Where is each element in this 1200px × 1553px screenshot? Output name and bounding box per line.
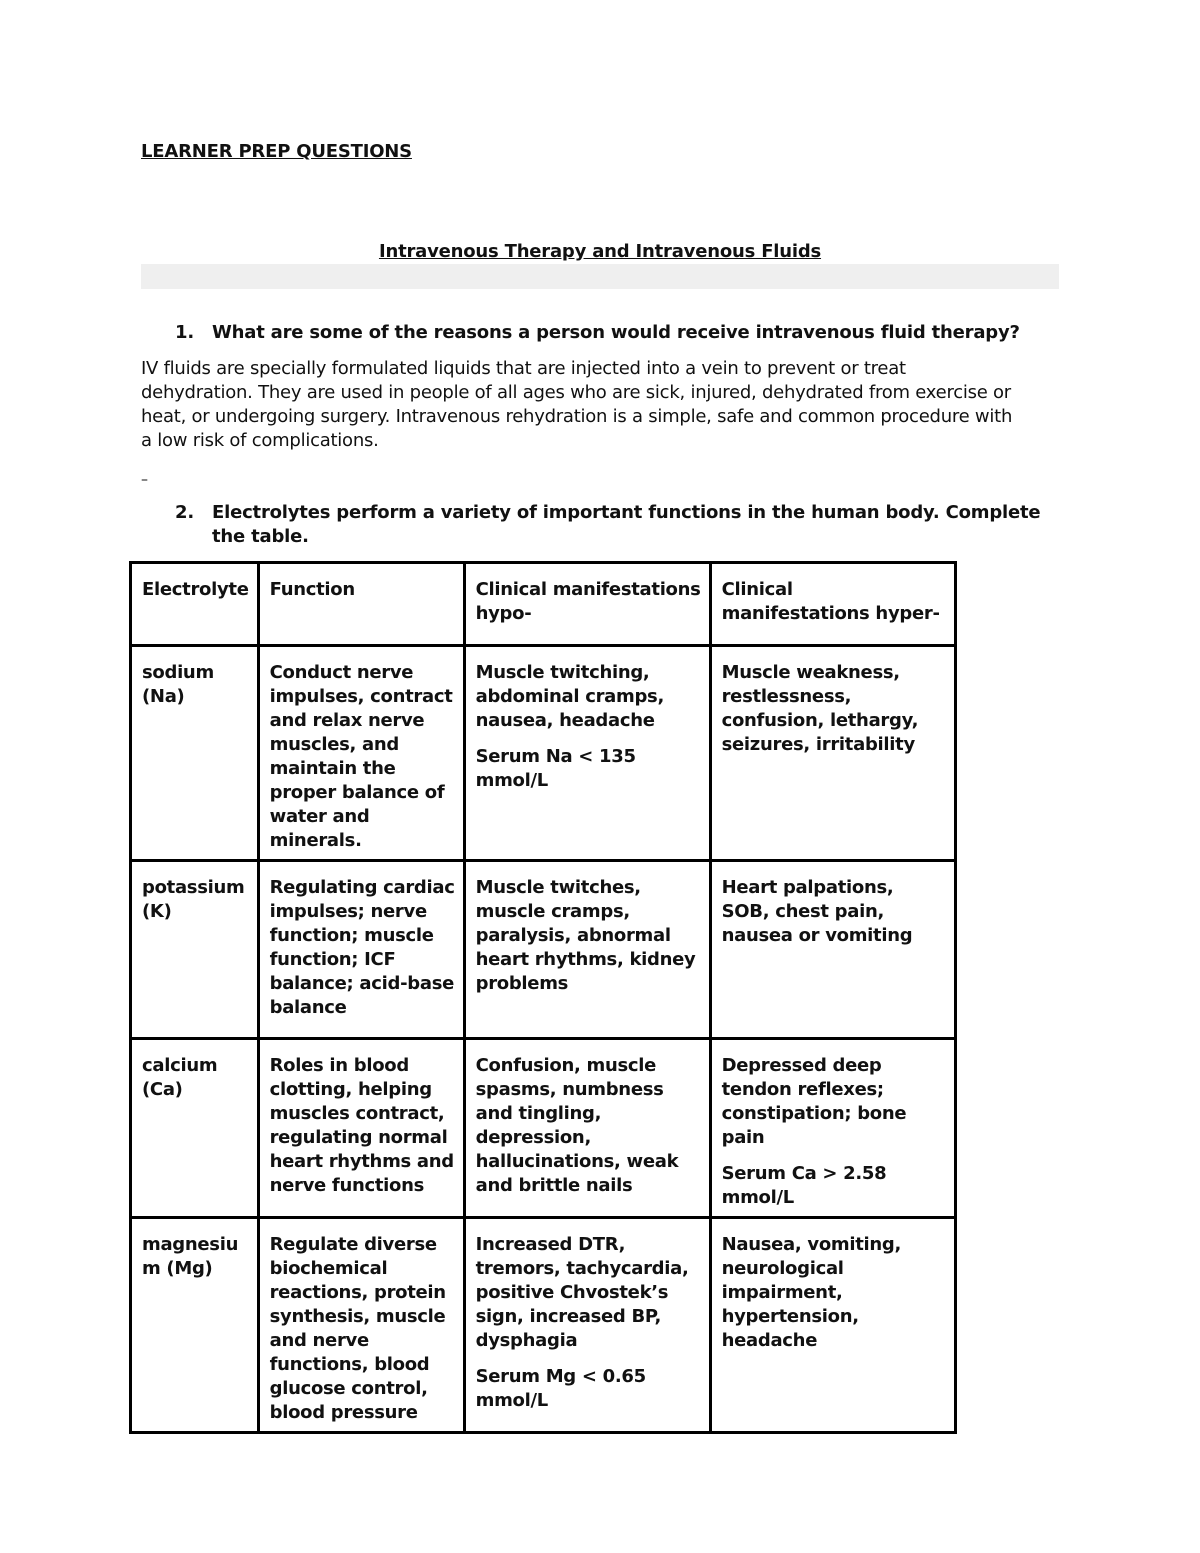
question-2: [175, 501, 1072, 549]
table-row: [131, 1039, 956, 1218]
document-title: Intravenous Therapy and Intravenous Fluids: [378, 241, 822, 262]
question-2-text: Electrolytes perform a variety of important functions in the human body. Complete the table.: [212, 502, 1041, 547]
question-1-answer: IV fluids are specially formulated liquids that are injected into a vein to prevent or treat dehydration. They are used in people of all ages who are sick, injured, dehydrated from exercise or heat, or undergoing surgery. Intravenous rehydration is a simple, safe and common procedure with a low risk of complications.: [141, 358, 1013, 451]
cell-hyper: Muscle weakness, restlessness, confusion, lethargy, seizures, irritability: [710, 646, 955, 861]
question-1: [175, 321, 1072, 345]
dash-mark: –: [141, 472, 148, 488]
cell-function: Regulating cardiac impulses; nerve function; muscle function; ICF balance; acid-base balance: [258, 861, 464, 1039]
question-1-number: 1.: [175, 322, 194, 343]
question-2-number: 2.: [175, 502, 194, 523]
header-electrolyte: Electrolyte: [131, 563, 259, 646]
cell-hyper: Heart palpations, SOB, chest pain, nausea or vomiting: [710, 861, 955, 1039]
cell-hypo: Muscle twitches, muscle cramps, paralysis, abnormal heart rhythms, kidney problems: [464, 861, 710, 1039]
cell-electrolyte: sodium (Na): [131, 646, 259, 861]
header-hyper: Clinical manifestations hyper-: [710, 563, 955, 646]
cell-function: Regulate diverse biochemical reactions, protein synthesis, muscle and nerve functions, blood glucose control, blood pressure: [258, 1218, 464, 1433]
cell-hyper: [710, 1039, 955, 1218]
cell-function: Roles in blood clotting, helping muscles contract, regulating normal heart rhythms and nerve functions: [258, 1039, 464, 1218]
header-hypo: Clinical manifestations hypo-: [464, 563, 710, 646]
hypo-text: Muscle twitching, abdominal cramps, nausea, headache: [475, 662, 665, 731]
shaded-divider: [141, 264, 1059, 289]
cell-hypo: [464, 646, 710, 861]
cell-hyper: Nausea, vomiting, neurological impairment, hypertension, headache: [710, 1218, 955, 1433]
cell-electrolyte: potassium (K): [131, 861, 259, 1039]
cell-electrolyte: calcium (Ca): [131, 1039, 259, 1218]
electrolyte-table: [129, 561, 957, 1434]
page-header: LEARNER PREP QUESTIONS: [141, 141, 412, 162]
hyper-serum-level: Serum Ca > 2.58 mmol/L: [721, 1163, 887, 1208]
cell-hypo: Confusion, muscle spasms, numbness and tingling, depression, hallucinations, weak and brittle nails: [464, 1039, 710, 1218]
hyper-text: Depressed deep tendon reflexes; constipation; bone pain: [721, 1055, 907, 1148]
table-row: [131, 646, 956, 861]
cell-electrolyte: magnesiu m (Mg): [131, 1218, 259, 1433]
header-function: Function: [258, 563, 464, 646]
hypo-serum-level: Serum Mg < 0.65 mmol/L: [475, 1366, 646, 1411]
table-header-row: [131, 563, 956, 646]
hypo-serum-level: Serum Na < 135 mmol/L: [475, 746, 636, 791]
cell-function: Conduct nerve impulses, contract and relax nerve muscles, and maintain the proper balance of water and minerals.: [258, 646, 464, 861]
table-row: [131, 1218, 956, 1433]
question-1-text: What are some of the reasons a person would receive intravenous fluid therapy?: [212, 322, 1020, 343]
cell-hypo: [464, 1218, 710, 1433]
hypo-text: Increased DTR, tremors, tachycardia, positive Chvostek’s sign, increased BP, dysphagia: [475, 1234, 689, 1351]
table-row: [131, 861, 956, 1039]
